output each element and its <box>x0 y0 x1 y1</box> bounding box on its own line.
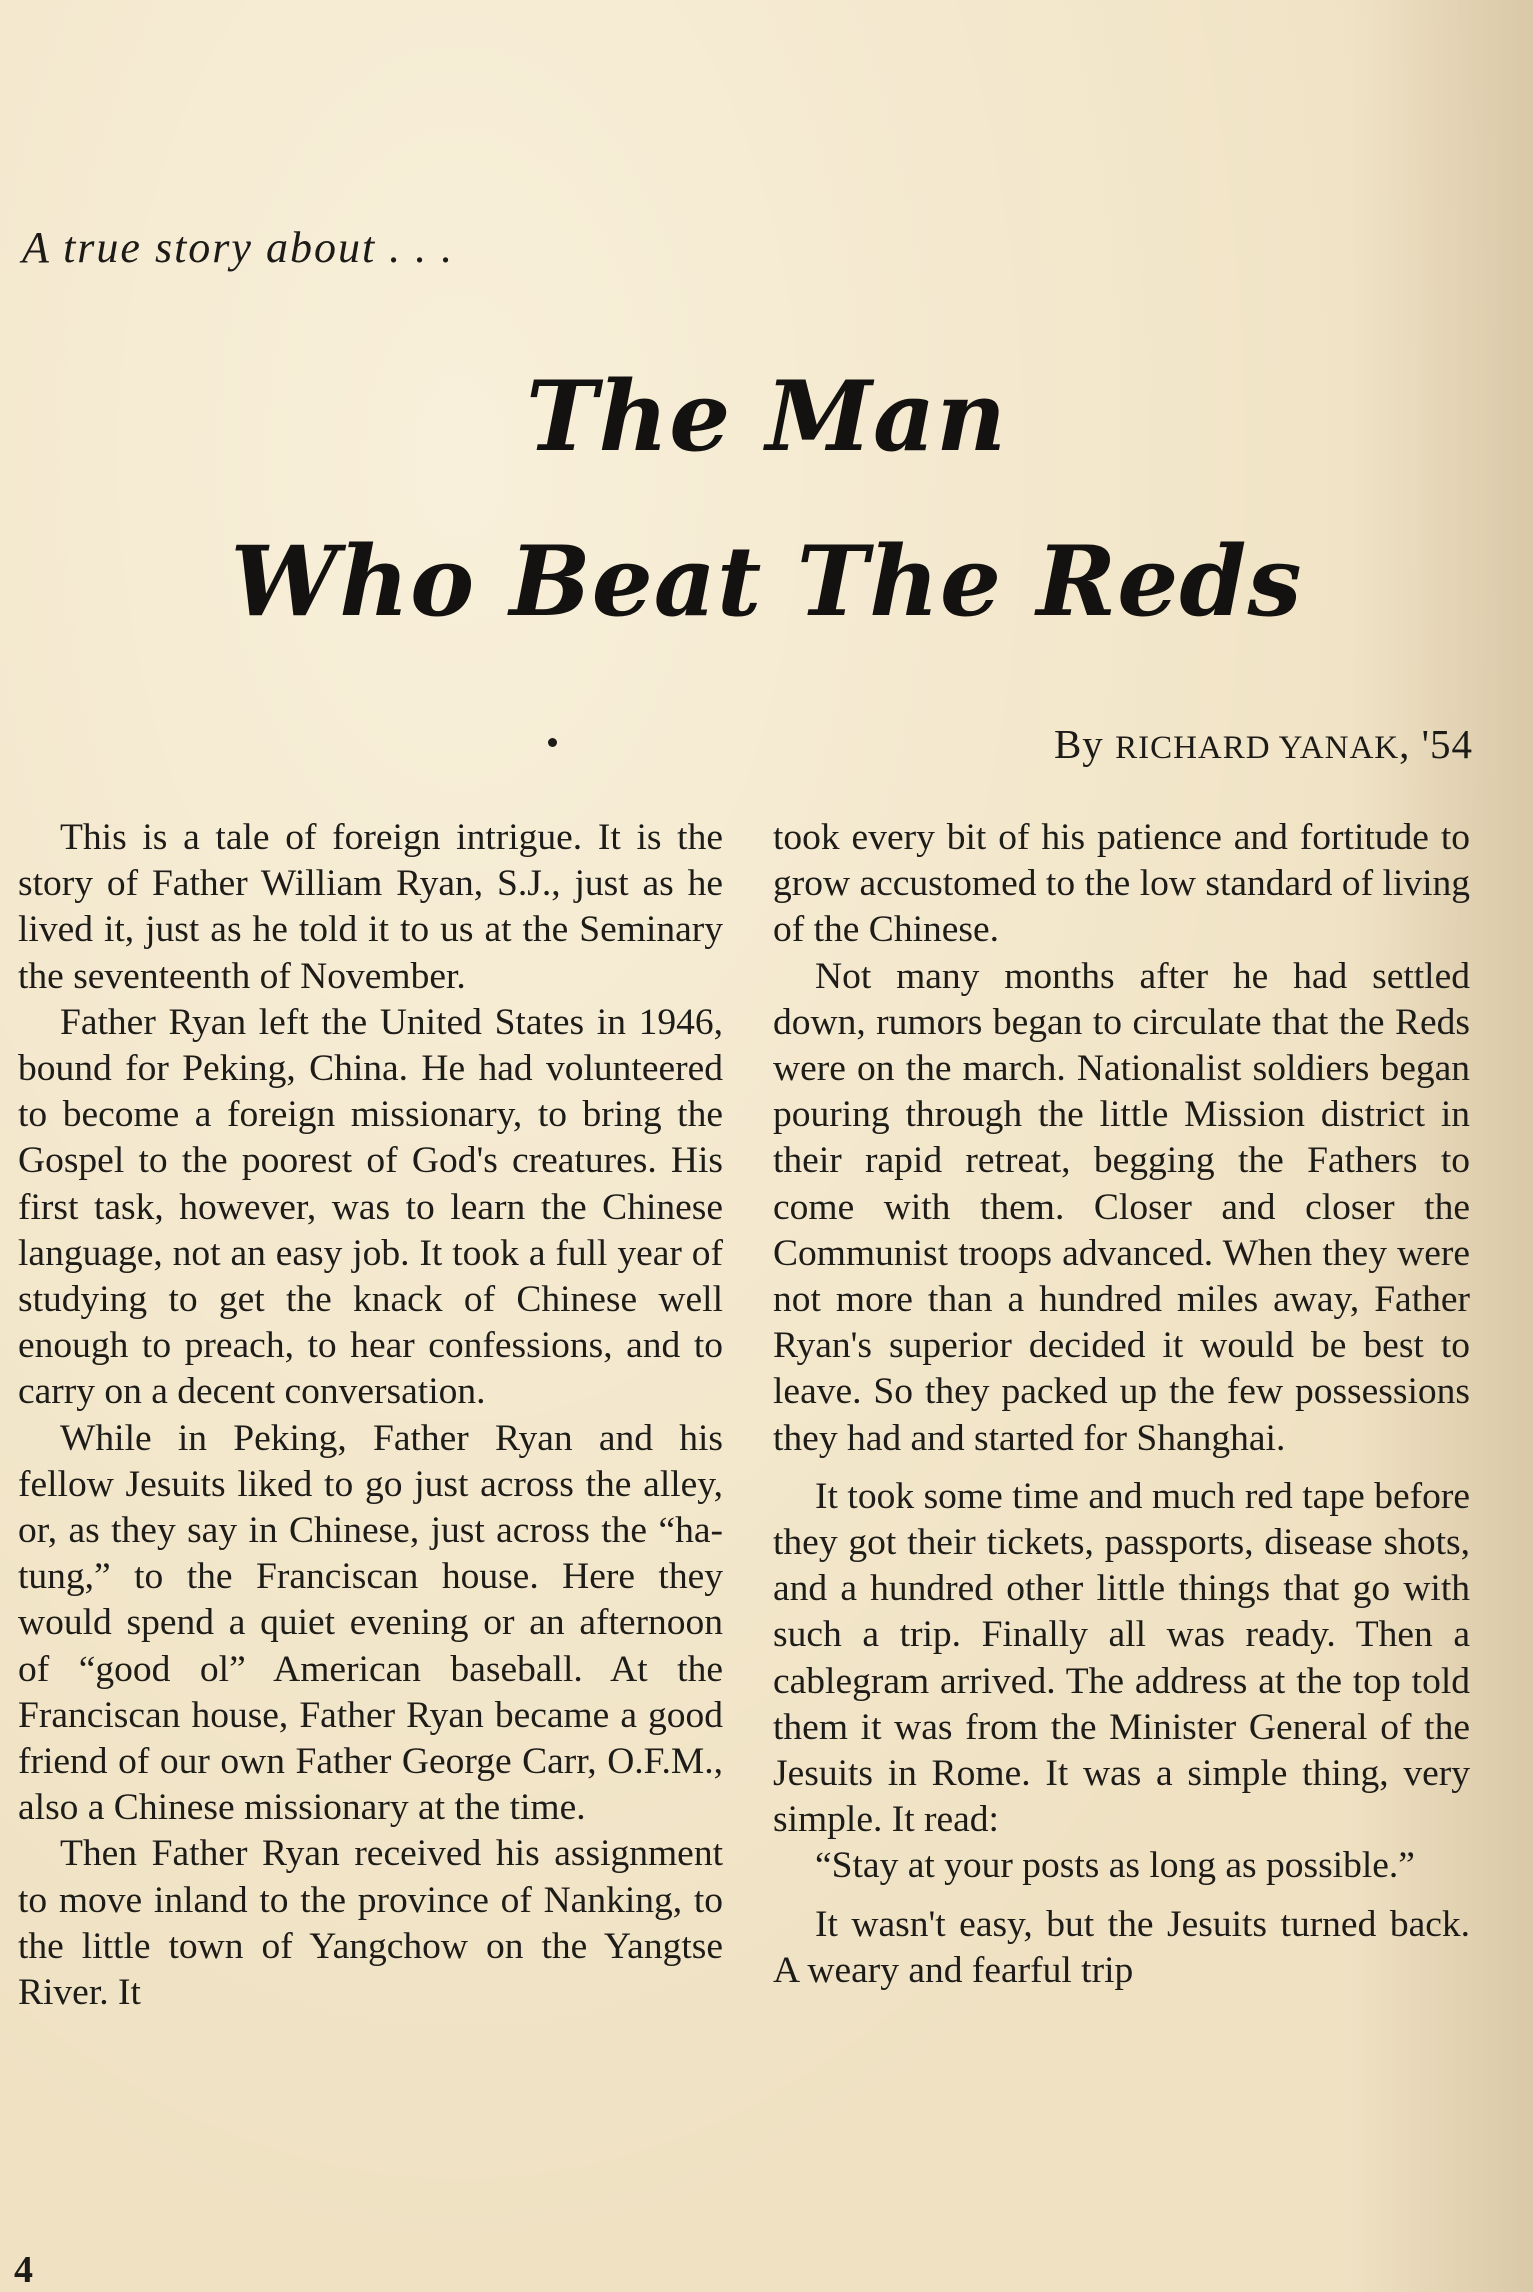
kicker: A true story about . . . <box>22 223 455 272</box>
paragraph: Father Ryan left the United States in 1946, bound for Peking, China. He had volunteered to become a foreign missionary, to bring the Gospel to the poorest of God's creatures. His first task, however, was to learn the Chinese language, not an easy job. It took a full year of studying to get the knack of Chinese well enough to preach, to hear confessions, and to carry on a decent conversation. <box>18 1001 723 1413</box>
paragraph: Then Father Ryan received his assignment to move inland to the province of Nanking, to the little town of Yangchow on the Yangtse River. It <box>18 1833 723 2014</box>
right-column <box>773 815 1470 1994</box>
title-line-1: The Man <box>526 360 1007 473</box>
byline <box>1054 720 1473 768</box>
paragraph: Not many months after he had settled down, rumors began to circulate that the Reds were on the march. Nationalist soldiers began pouring through the little Mission district in their rapid retreat, begging the Fathers to come with them. Closer and closer the Communist troops advanced. When they were not more than a hundred miles away, Father Ryan's superior decided it would be best to leave. So they packed up the few possessions they had and started for Shanghai. <box>773 955 1470 1459</box>
paragraph: It wasn't easy, but the Jesuits turned back. A weary and fearful trip <box>773 1903 1470 1991</box>
paragraph: It took some time and much red tape before they got their tickets, passports, disease shots, and a hundred other little things that go with such a trip. Finally all was ready. Then a cablegram arrived. The address at the top told them it was from the Minister General of the Jesuits in Rome. It was a simple thing, very simple. It read: <box>773 1475 1470 1841</box>
page-number: 4 <box>14 2249 33 2291</box>
title-line-2: Who Beat The Reds <box>230 525 1303 638</box>
ornament-dot <box>548 738 557 747</box>
paragraph: took every bit of his patience and fortitude to grow accustomed to the low standard of living of the Chinese. <box>773 817 1470 951</box>
paragraph: This is a tale of foreign intrigue. It is the story of Father William Ryan, S.J., just as he lived it, just as he told it to us at the Seminary the seventeenth of November. <box>18 817 723 997</box>
left-column <box>18 815 723 2016</box>
paragraph: “Stay at your posts as long as possible.” <box>815 1845 1415 1887</box>
byline-suffix: , '54 <box>1399 721 1473 767</box>
paragraph: While in Peking, Father Ryan and his fellow Jesuits liked to go just across the alley, or, as they say in Chinese, just across the “ha-tung,” to the Franciscan house. Here they would spend a quiet evening or an afternoon of “good ol” American baseball. At the Franciscan house, Father Ryan became a good friend of our own Father George Carr, O.F.M., also a Chinese missionary at the time. <box>18 1417 723 1829</box>
byline-author: RICHARD YANAK <box>1115 730 1400 766</box>
byline-prefix: By <box>1053 721 1104 767</box>
